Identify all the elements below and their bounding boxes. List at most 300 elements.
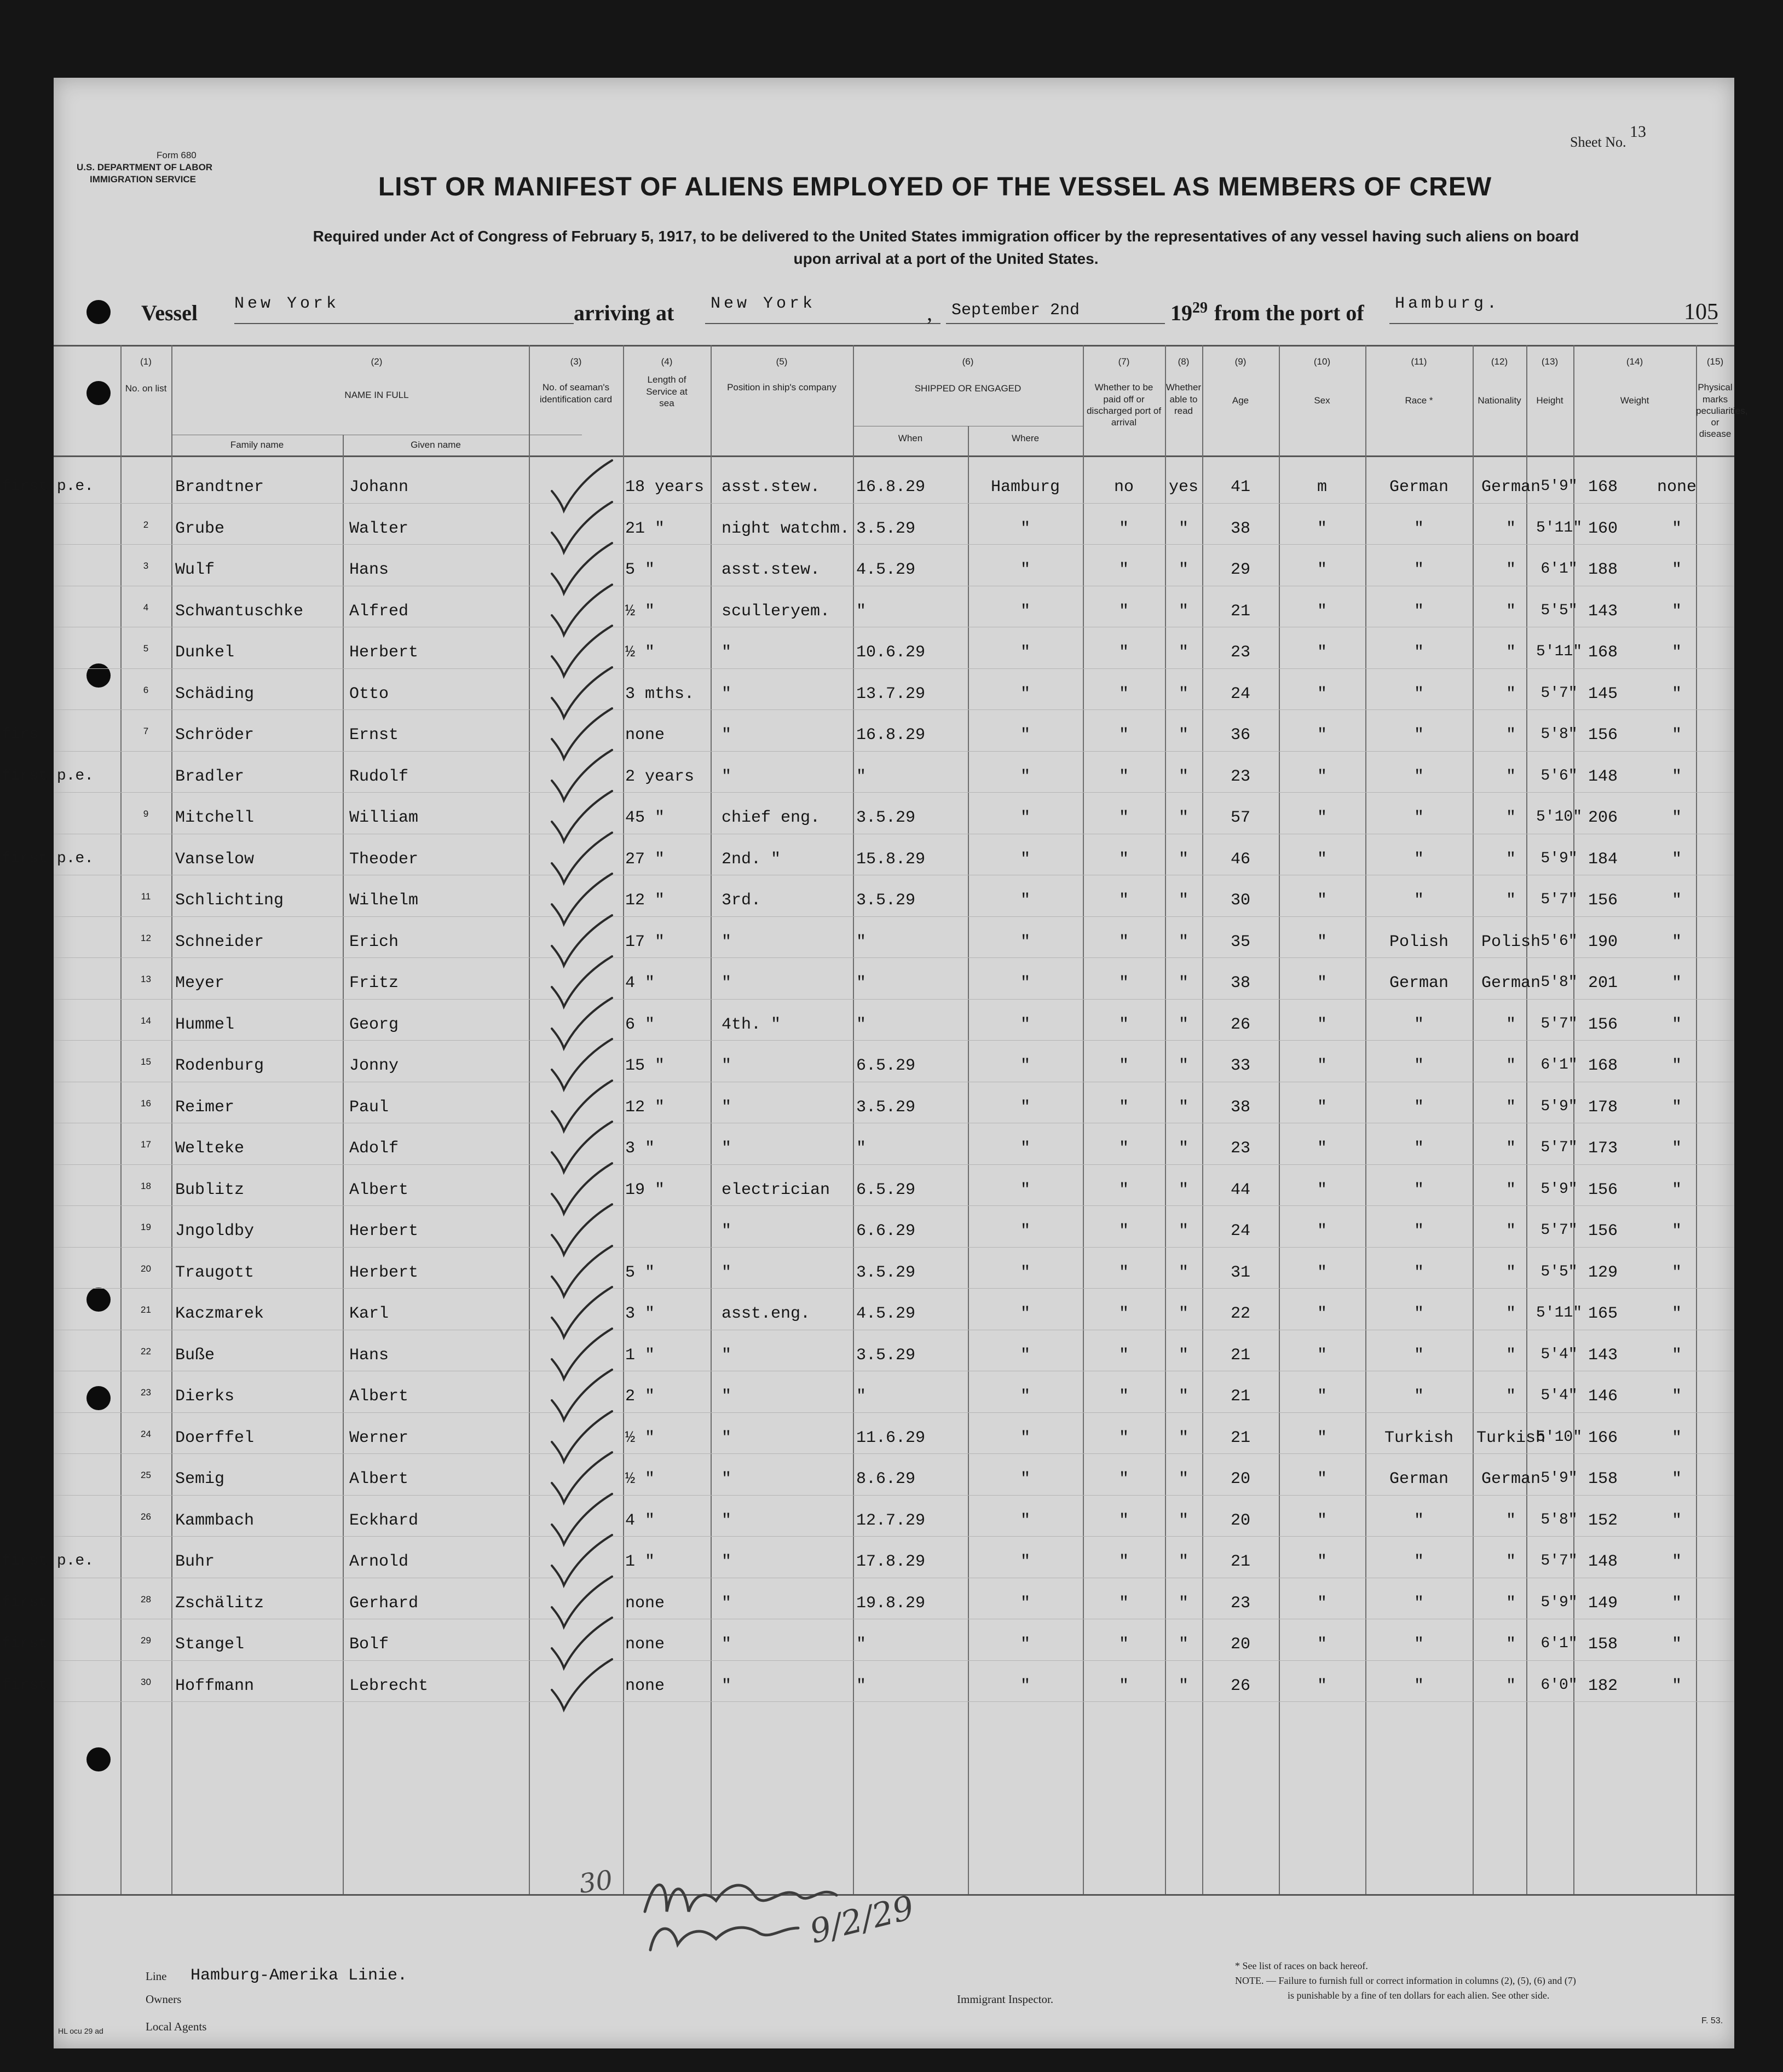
cell-height: 6'1" (1540, 1635, 1578, 1652)
cell-age: 20 (1230, 1635, 1250, 1654)
cell-height: 5'11" (1536, 1305, 1582, 1321)
cell-when: " (856, 932, 867, 951)
cell-position: " (722, 1222, 732, 1240)
cell-weight: 129 (1588, 1263, 1618, 1282)
cell-paid: " (1118, 1098, 1129, 1117)
cell-age: 23 (1230, 643, 1250, 662)
row-rule (54, 1164, 1734, 1165)
cell-sex: " (1317, 1139, 1327, 1158)
cell-nat: " (1505, 519, 1516, 538)
row-rule (54, 1660, 1734, 1661)
cell-read: " (1178, 519, 1188, 538)
cell-when: 11.6.29 (856, 1428, 926, 1447)
cell-height: 5'9" (1540, 1180, 1578, 1198)
departure-port: Hamburg. (1395, 295, 1501, 313)
cell-race: " (1413, 1635, 1424, 1654)
row-rule (54, 916, 1734, 917)
cell-height: 5'7" (1540, 1139, 1578, 1156)
cell-height: 5'7" (1540, 1222, 1578, 1239)
row-rule (54, 1205, 1734, 1206)
cell-margin: first p.e. (2, 767, 94, 784)
cell-given: Fritz (349, 974, 399, 992)
cell-service: ½ " (625, 1470, 655, 1488)
cell-where: " (1020, 1139, 1030, 1158)
cell-paid: " (1118, 1139, 1129, 1158)
cell-read: " (1178, 1470, 1188, 1488)
cell-nat: " (1505, 809, 1516, 827)
cell-no: 26 (141, 1511, 151, 1522)
cell-given: Hans (349, 561, 389, 579)
cell-weight: 152 (1588, 1511, 1618, 1530)
cell-given: Rudolf (349, 767, 409, 786)
punch-hole (86, 1288, 111, 1312)
cell-nat: " (1505, 1180, 1516, 1199)
row-rule (54, 1412, 1734, 1413)
cell-when: " (856, 1387, 867, 1406)
form-code: F. 53. (1701, 2016, 1723, 2025)
cell-age: 21 (1230, 602, 1250, 621)
cell-given: Ernst (349, 726, 399, 744)
cell-no: 28 (141, 1594, 151, 1604)
cell-family: Traugott (175, 1263, 255, 1282)
cell-read: " (1178, 1139, 1188, 1158)
cell-no: 20 (141, 1263, 151, 1274)
cell-family: Reimer (175, 1098, 235, 1117)
cell-where: " (1020, 1387, 1030, 1406)
cell-service: 5 " (625, 561, 655, 579)
row-rule (54, 709, 1734, 710)
cell-nat: " (1505, 850, 1516, 869)
cell-sex: " (1317, 1428, 1327, 1447)
cell-weight: 188 (1588, 561, 1618, 579)
cell-nat: Turkish (1476, 1428, 1546, 1447)
cell-margin: first p.e. (2, 478, 94, 495)
cell-read: " (1178, 932, 1188, 951)
cell-where: " (1020, 1428, 1030, 1447)
cell-read: " (1178, 1346, 1188, 1365)
cell-paid: " (1118, 643, 1129, 662)
cell-service: 2 " (625, 1387, 655, 1406)
cell-race: " (1413, 1180, 1424, 1199)
cell-service: 1 " (625, 1552, 655, 1571)
cell-race: German (1389, 478, 1449, 497)
cell-where: " (1020, 726, 1030, 744)
col-header-4: (4) Length of Service at sea (646, 356, 688, 408)
cell-where: " (1020, 1098, 1030, 1117)
cell-age: 23 (1230, 767, 1250, 786)
cell-read: " (1178, 561, 1188, 579)
cell-sex: m (1317, 478, 1327, 497)
cell-age: 24 (1230, 1222, 1250, 1240)
cell-nat: German (1481, 974, 1541, 992)
cell-given: Erich (349, 932, 399, 951)
cell-age: 38 (1230, 974, 1250, 992)
cell-no: 23 (141, 1387, 151, 1398)
cell-marks: " (1671, 1180, 1682, 1199)
cell-margin: first (2, 1676, 48, 1694)
cell-family: Stangel (175, 1635, 245, 1654)
cell-no: 15 (141, 1057, 151, 1067)
cell-position: 4th. " (722, 1015, 781, 1034)
page-title: LIST OR MANIFEST OF ALIENS EMPLOYED OF THE VESSEL AS MEMBERS OF CREW (378, 172, 1492, 201)
cell-no: 30 (141, 1676, 151, 1687)
col-header-14: (14) Weight (1620, 356, 1649, 406)
cell-marks: " (1671, 1552, 1682, 1571)
cell-marks: " (1671, 1387, 1682, 1406)
cell-nat: " (1505, 602, 1516, 621)
cell-marks: " (1671, 1222, 1682, 1240)
cell-position: " (722, 1470, 732, 1488)
cell-height: 5'8" (1540, 726, 1578, 743)
cell-when: 15.8.29 (856, 850, 926, 869)
cell-family: Bradler (175, 767, 245, 786)
col-header-13: (13) Height (1536, 356, 1563, 406)
col-header-3: (3) No. of seaman's identification card (539, 356, 613, 405)
cell-given: Werner (349, 1428, 409, 1447)
cell-service: 5 " (625, 1263, 655, 1282)
service-label: IMMIGRATION SERVICE (90, 174, 196, 184)
cell-race: " (1413, 726, 1424, 744)
cell-sex: " (1317, 1346, 1327, 1365)
cell-sex: " (1317, 1635, 1327, 1654)
sheet-number-label: Sheet No. 13 (1570, 123, 1647, 150)
cell-sex: " (1317, 1098, 1327, 1117)
cell-weight: 143 (1588, 1346, 1618, 1365)
cell-no: 11 (141, 891, 151, 902)
cell-where: " (1020, 809, 1030, 827)
cell-race: " (1413, 561, 1424, 579)
cell-paid: " (1118, 726, 1129, 744)
cell-where: " (1020, 1552, 1030, 1571)
cell-when: " (856, 1635, 867, 1654)
cell-read: " (1178, 643, 1188, 662)
cell-when: " (856, 974, 867, 992)
cell-age: 33 (1230, 1057, 1250, 1075)
cell-sex: " (1317, 1511, 1327, 1530)
cell-no: 7 (143, 726, 149, 736)
cell-sex: " (1317, 1180, 1327, 1199)
cell-sex: " (1317, 767, 1327, 786)
cell-marks: " (1671, 1346, 1682, 1365)
cell-service: 3 mths. (625, 684, 695, 703)
cell-position: " (722, 1057, 732, 1075)
cell-sex: " (1317, 850, 1327, 869)
row-rule (54, 1495, 1734, 1496)
cell-service: none (625, 1676, 665, 1695)
cell-age: 21 (1230, 1552, 1250, 1571)
cell-family: Buhr (175, 1552, 215, 1571)
cell-family: Meyer (175, 974, 225, 992)
cell-race: German (1389, 974, 1449, 992)
cell-sex: " (1317, 1305, 1327, 1323)
col-header-where: Where (1011, 433, 1040, 443)
cell-read: yes (1168, 478, 1198, 497)
cell-weight: 168 (1588, 478, 1618, 497)
cell-paid: " (1118, 1180, 1129, 1199)
cell-weight: 158 (1588, 1635, 1618, 1654)
cell-nat: " (1505, 1387, 1516, 1406)
cell-paid: " (1118, 1470, 1129, 1488)
cell-weight: 182 (1588, 1676, 1618, 1695)
cell-race: " (1413, 891, 1424, 910)
cell-sex: " (1317, 1222, 1327, 1240)
cell-paid: " (1118, 561, 1129, 579)
row-rule (54, 751, 1734, 752)
cell-read: " (1178, 1098, 1188, 1117)
cell-weight: 158 (1588, 1470, 1618, 1488)
cell-age: 31 (1230, 1263, 1250, 1282)
cell-when: " (856, 1015, 867, 1034)
cell-height: 5'6" (1540, 932, 1578, 950)
cell-height: 5'7" (1540, 1015, 1578, 1032)
cell-given: Albert (349, 1180, 409, 1199)
cell-race: " (1413, 1594, 1424, 1613)
cell-marks: " (1671, 1305, 1682, 1323)
cell-no: 14 (141, 1015, 151, 1026)
cell-sex: " (1317, 1552, 1327, 1571)
cell-marks: " (1671, 1635, 1682, 1654)
cell-sex: " (1317, 1057, 1327, 1075)
cell-weight: 166 (1588, 1428, 1618, 1447)
cell-weight: 149 (1588, 1594, 1618, 1613)
cell-service: 6 " (625, 1015, 655, 1034)
cell-family: Schneider (175, 932, 264, 951)
cell-service: ½ " (625, 1428, 655, 1447)
cell-paid: " (1118, 684, 1129, 703)
cell-where: " (1020, 1470, 1030, 1488)
cell-age: 24 (1230, 684, 1250, 703)
cell-age: 46 (1230, 850, 1250, 869)
cell-where: " (1020, 974, 1030, 992)
cell-sex: " (1317, 643, 1327, 662)
cell-paid: " (1118, 1594, 1129, 1613)
cell-race: " (1413, 1015, 1424, 1034)
row-rule (54, 1040, 1734, 1041)
cell-position: " (722, 1676, 732, 1695)
cell-when: 10.6.29 (856, 643, 926, 662)
cell-marks: " (1671, 561, 1682, 579)
cell-race: " (1413, 1552, 1424, 1571)
cell-paid: " (1118, 1305, 1129, 1323)
col-header-5: (5) Position in ship's company (727, 356, 836, 393)
cell-given: Herbert (349, 1222, 419, 1240)
cell-age: 38 (1230, 519, 1250, 538)
cell-marks: " (1671, 767, 1682, 786)
cell-position: asst.eng. (722, 1305, 811, 1323)
cell-given: William (349, 809, 419, 827)
cell-family: Semig (175, 1470, 225, 1488)
cell-family: Bublitz (175, 1180, 245, 1199)
cell-no: 29 (141, 1635, 151, 1646)
cell-service: 15 " (625, 1057, 665, 1075)
cell-marks: " (1671, 1676, 1682, 1695)
cell-family: Dierks (175, 1387, 235, 1406)
cell-age: 21 (1230, 1428, 1250, 1447)
cell-family: Schlichting (175, 891, 284, 910)
cell-race: " (1413, 602, 1424, 621)
cell-race: " (1413, 1263, 1424, 1282)
cell-height: 5'9" (1540, 1470, 1578, 1487)
cell-when: 12.7.29 (856, 1511, 926, 1530)
cell-read: " (1178, 1180, 1188, 1199)
cell-height: 5'11" (1536, 643, 1582, 660)
page-subtitle: Required under Act of Congress of February 5, 1917, to be delivered to the United States immigration officer by the representatives of any vessel having such aliens on board upon arrival at a port of the United States. (313, 228, 1579, 267)
vessel-label: Vessel (141, 301, 198, 325)
cell-height: 5'8" (1540, 974, 1578, 991)
cell-paid: " (1118, 602, 1129, 621)
cell-nat: " (1505, 1552, 1516, 1571)
cell-height: 5'9" (1540, 1098, 1578, 1115)
cell-weight: 145 (1588, 684, 1618, 703)
from-port-label: from the port of (1214, 301, 1364, 325)
cell-weight: 168 (1588, 1057, 1618, 1075)
cell-when: " (856, 1676, 867, 1695)
cell-age: 22 (1230, 1305, 1250, 1323)
cell-marks: " (1671, 684, 1682, 703)
cell-family: Schwantuschke (175, 602, 304, 621)
cell-position: " (722, 726, 732, 744)
cell-read: " (1178, 1263, 1188, 1282)
cell-marks: " (1671, 1057, 1682, 1075)
cell-paid: " (1118, 1222, 1129, 1240)
cell-nat: " (1505, 1015, 1516, 1034)
row-rule (54, 544, 1734, 545)
cell-family: Mitchell (175, 809, 255, 827)
col-header-8: (8) Whether able to read (1165, 356, 1202, 416)
cell-when: 4.5.29 (856, 561, 916, 579)
punch-hole (86, 300, 111, 324)
cell-position: " (722, 1387, 732, 1406)
cell-position: " (722, 1635, 732, 1654)
cell-sex: " (1317, 1387, 1327, 1406)
cell-paid: " (1118, 1552, 1129, 1571)
cell-height: 5'9" (1540, 478, 1578, 495)
cell-when: 6.6.29 (856, 1222, 916, 1240)
col-header-11: (11) Race * (1405, 356, 1433, 406)
handwritten-count: 30 (577, 1865, 615, 1900)
col-header-10: (10) Sex (1313, 356, 1331, 406)
cell-given: Adolf (349, 1139, 399, 1158)
cell-position: " (722, 932, 732, 951)
cell-paid: " (1118, 519, 1129, 538)
cell-age: 30 (1230, 891, 1250, 910)
cell-read: " (1178, 1594, 1188, 1613)
cell-where: " (1020, 1346, 1030, 1365)
cell-given: Wilhelm (349, 891, 419, 910)
cell-position: " (722, 1552, 732, 1571)
cell-read: " (1178, 1428, 1188, 1447)
cell-marks: " (1671, 891, 1682, 910)
cell-no: 16 (141, 1098, 151, 1109)
sheet-number: 13 (1630, 123, 1647, 141)
cell-family: Kammbach (175, 1511, 255, 1530)
cell-service: 3 " (625, 1305, 655, 1323)
cell-given: Otto (349, 684, 389, 703)
cell-nat: " (1505, 1594, 1516, 1613)
cell-service: 19 " (625, 1180, 665, 1199)
cell-nat: " (1505, 1222, 1516, 1240)
cell-race: " (1413, 1098, 1424, 1117)
cell-nat: " (1505, 726, 1516, 744)
cell-nat: " (1505, 1346, 1516, 1365)
row-rule (54, 1536, 1734, 1537)
cell-no: 4 (143, 602, 149, 613)
cell-when: " (856, 602, 867, 621)
cell-given: Gerhard (349, 1594, 419, 1613)
cell-given: Lebrecht (349, 1676, 429, 1695)
cell-when: 6.5.29 (856, 1180, 916, 1199)
cell-when: 19.8.29 (856, 1594, 926, 1613)
cell-when: 17.8.29 (856, 1552, 926, 1571)
cell-age: 20 (1230, 1470, 1250, 1488)
cell-family: Grube (175, 519, 225, 538)
cell-no: 18 (141, 1180, 151, 1191)
cell-weight: 143 (1588, 602, 1618, 621)
cell-margin: firs (2, 726, 39, 743)
cell-paid: " (1118, 932, 1129, 951)
handwritten-date: 9/2/29 (806, 1888, 918, 1952)
cell-family: Vanselow (175, 850, 255, 869)
cell-paid: " (1118, 1057, 1129, 1075)
cell-where: " (1020, 1594, 1030, 1613)
cell-weight: 165 (1588, 1305, 1618, 1323)
cell-height: 5'4" (1540, 1387, 1578, 1404)
cell-paid: " (1118, 850, 1129, 869)
cell-race: " (1413, 1305, 1424, 1323)
cell-where: " (1020, 602, 1030, 621)
cell-paid: " (1118, 1635, 1129, 1654)
cell-position: " (722, 974, 732, 992)
cell-given: Paul (349, 1098, 389, 1117)
cell-paid: " (1118, 767, 1129, 786)
cell-height: 5'9" (1540, 850, 1578, 867)
cell-no: 25 (141, 1470, 151, 1480)
cell-height: 5'9" (1540, 1594, 1578, 1611)
cell-read: " (1178, 974, 1188, 992)
col-header-12: (12) Nationality (1478, 356, 1521, 406)
cell-position: 2nd. " (722, 850, 781, 869)
col-header-when: When (898, 433, 923, 443)
cell-sex: " (1317, 602, 1327, 621)
cell-service: none (625, 726, 665, 744)
cell-margin: first (2, 1594, 48, 1611)
cell-margin: first p.e. (2, 850, 94, 867)
cell-height: 5'5" (1540, 602, 1578, 619)
cell-weight: 190 (1588, 932, 1618, 951)
cell-read: " (1178, 684, 1188, 703)
cell-family: Hummel (175, 1015, 235, 1034)
cell-sex: " (1317, 932, 1327, 951)
cell-nat: " (1505, 891, 1516, 910)
cell-race: " (1413, 1139, 1424, 1158)
cell-where: " (1020, 643, 1030, 662)
row-rule (54, 1247, 1734, 1248)
col-header-15: (15) Physical marks peculiarities, or disease (1696, 356, 1748, 440)
cell-position: " (722, 1098, 732, 1117)
cell-weight: 156 (1588, 726, 1618, 744)
check-mark (535, 1657, 623, 1717)
cell-where: " (1020, 1511, 1030, 1530)
cell-race: " (1413, 519, 1424, 538)
cell-when: 8.6.29 (856, 1470, 916, 1488)
cell-where: " (1020, 1635, 1030, 1654)
cell-read: " (1178, 850, 1188, 869)
cell-read: " (1178, 1305, 1188, 1323)
cell-race: " (1413, 1676, 1424, 1695)
punch-hole (86, 1386, 111, 1410)
cell-no: 22 (141, 1346, 151, 1357)
cell-sex: " (1317, 809, 1327, 827)
